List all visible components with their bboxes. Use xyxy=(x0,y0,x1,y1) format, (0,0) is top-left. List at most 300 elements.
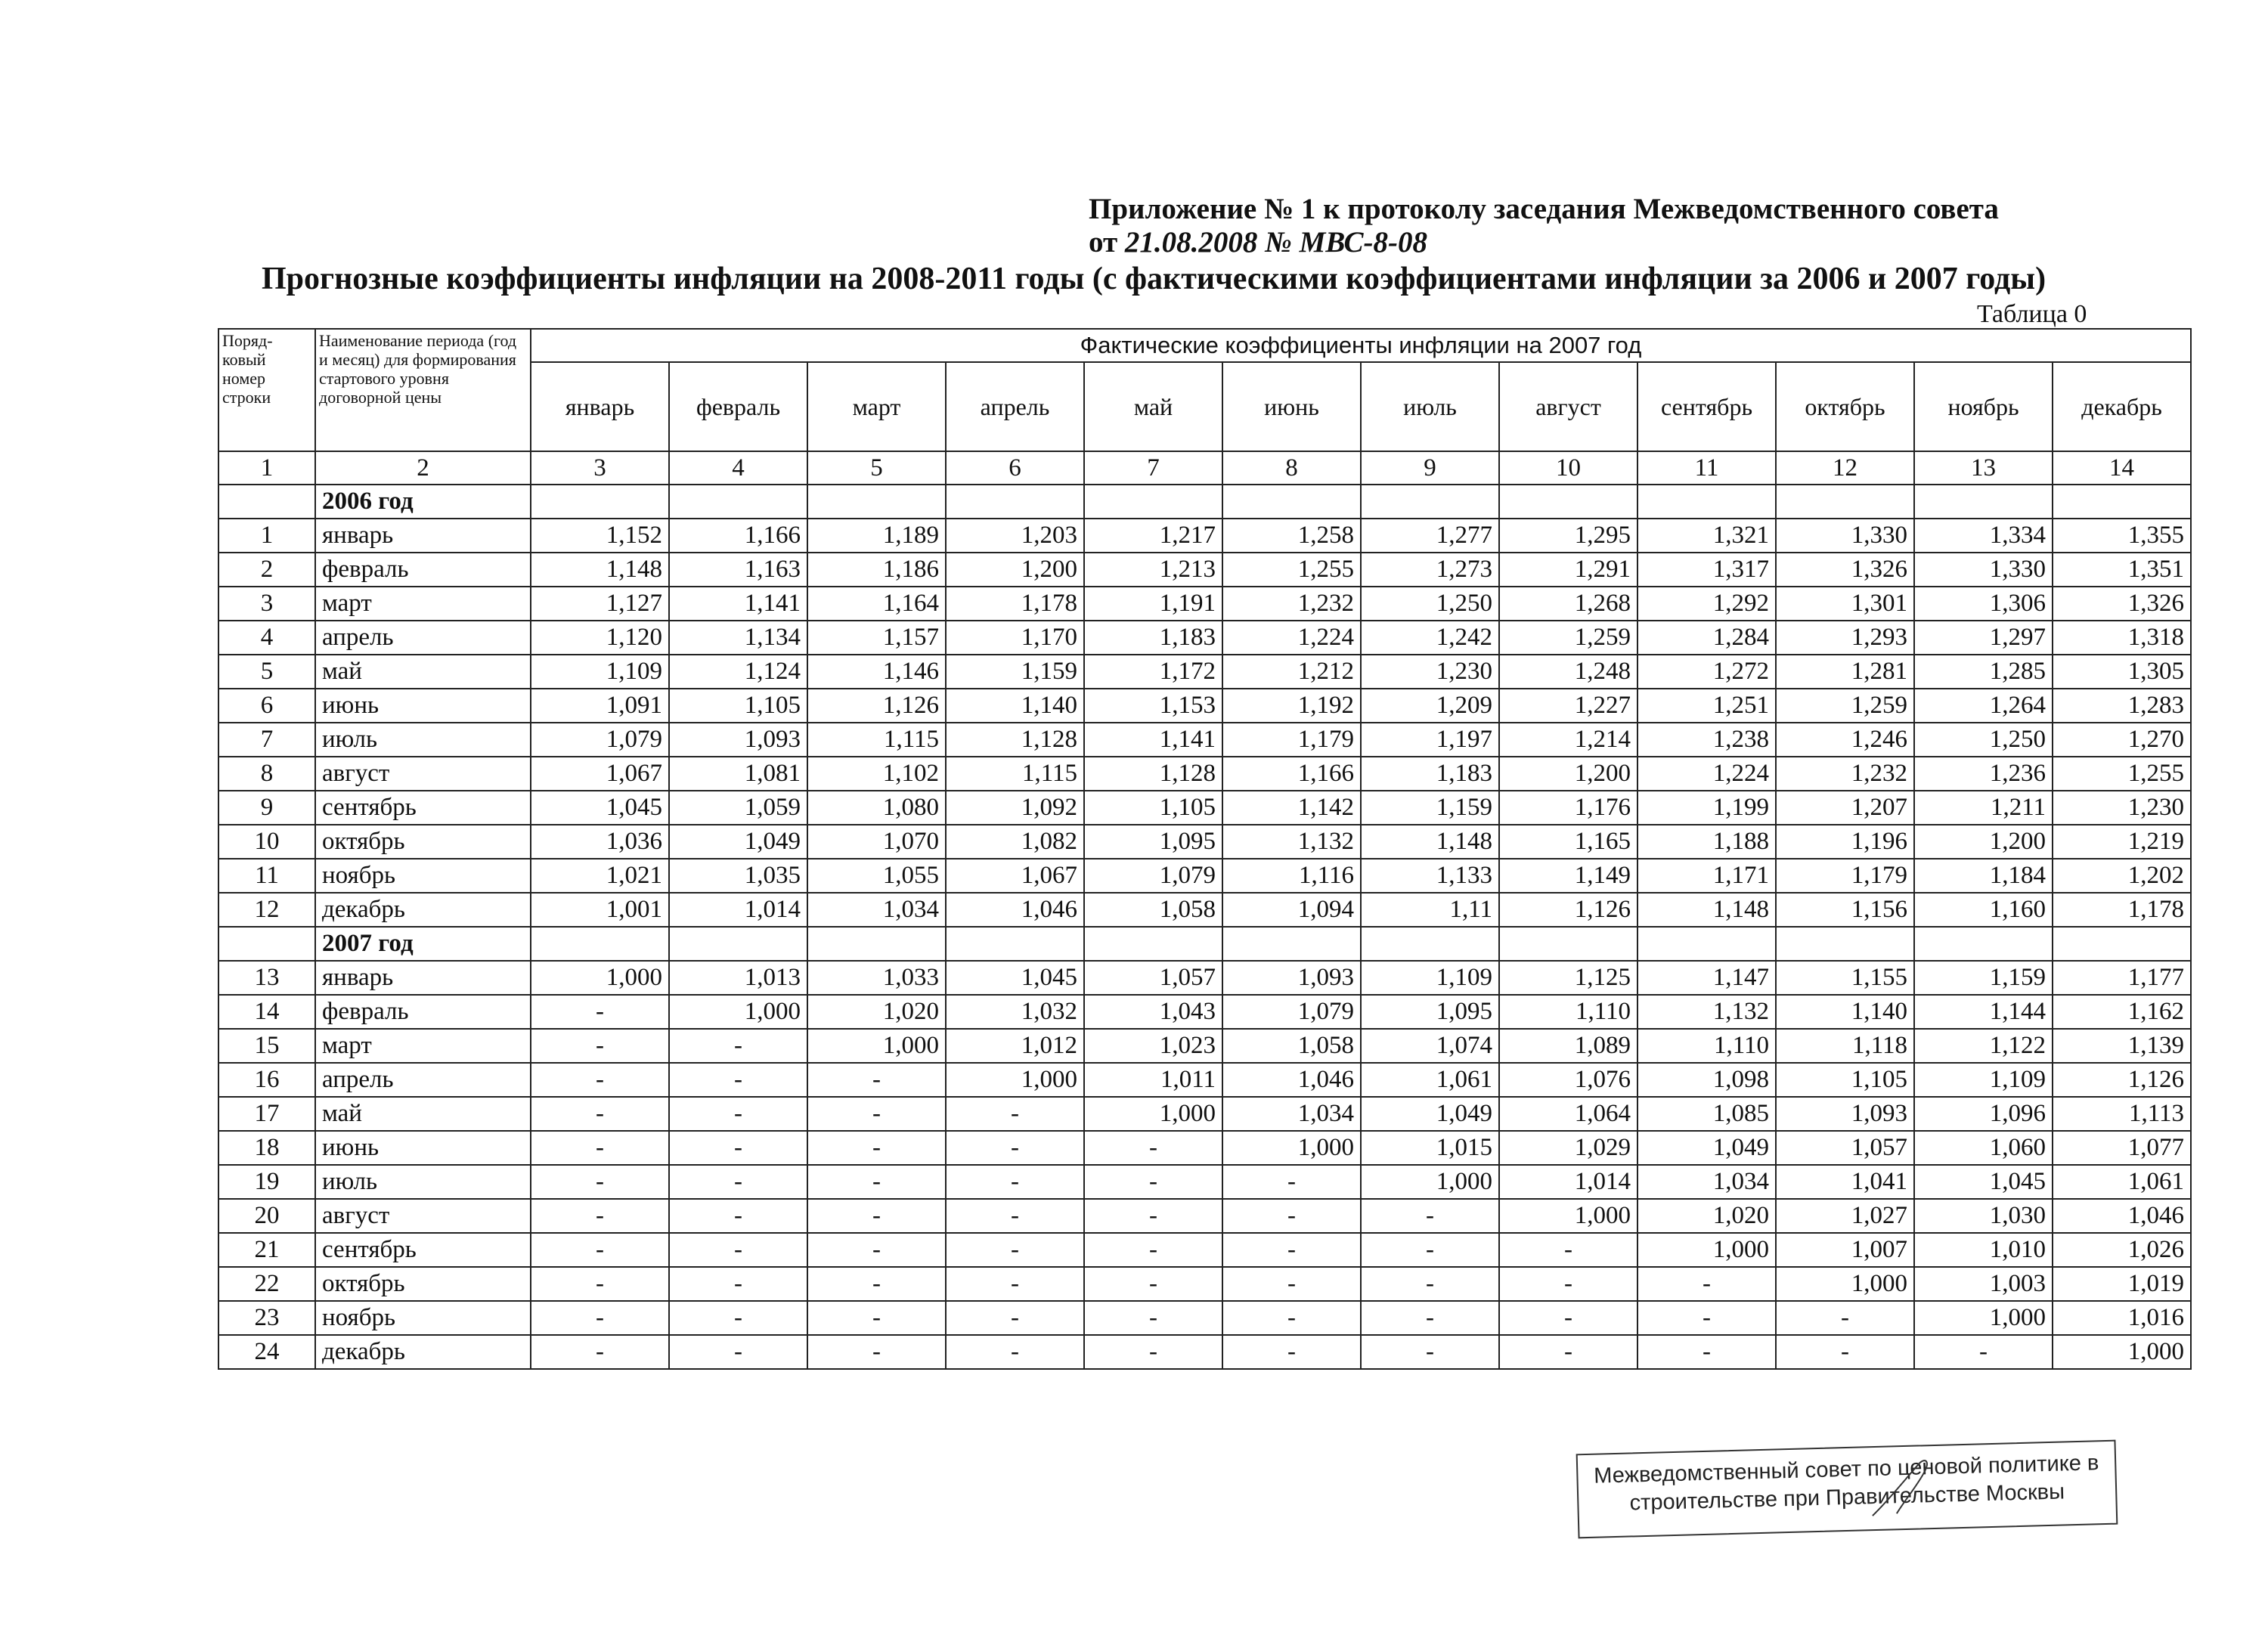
coefficient-cell: 1,033 xyxy=(807,961,946,995)
column-number: 13 xyxy=(1914,451,2053,485)
coefficient-cell: 1,036 xyxy=(531,825,669,859)
month-header: август xyxy=(1499,362,1637,451)
row-number: 5 xyxy=(218,655,315,689)
coefficient-cell: 1,079 xyxy=(531,723,669,757)
coefficient-cell: 1,186 xyxy=(807,553,946,587)
table-label: Таблица 0 xyxy=(1977,300,2087,328)
coefficient-cell: 1,016 xyxy=(2053,1301,2191,1335)
coefficient-cell: 1,227 xyxy=(1499,689,1637,723)
coefficient-cell: 1,064 xyxy=(1499,1097,1637,1131)
coefficient-cell: - xyxy=(1361,1233,1499,1267)
coefficient-cell: 1,120 xyxy=(531,621,669,655)
coefficient-cell: 1,166 xyxy=(669,519,807,553)
coefficient-cell: 1,178 xyxy=(946,587,1084,621)
coefficient-cell: - xyxy=(807,1233,946,1267)
column-number: 11 xyxy=(1637,451,1776,485)
coefficient-cell: 1,132 xyxy=(1222,825,1361,859)
coefficient-cell: 1,281 xyxy=(1776,655,1914,689)
coefficient-cell: 1,297 xyxy=(1914,621,2053,655)
row-number: 17 xyxy=(218,1097,315,1131)
row-period: июль xyxy=(315,1165,531,1199)
section-empty-cell xyxy=(1776,485,1914,519)
table-row xyxy=(218,519,2191,553)
coefficient-cell: 1,000 xyxy=(2053,1335,2191,1369)
coefficient-cell: - xyxy=(531,1097,669,1131)
coefficient-cell: 1,164 xyxy=(807,587,946,621)
coefficient-cell: 1,034 xyxy=(1637,1165,1776,1199)
row-number: 22 xyxy=(218,1267,315,1301)
coefficient-cell: - xyxy=(1084,1131,1222,1165)
coefficient-cell: 1,077 xyxy=(2053,1131,2191,1165)
coefficient-cell: 1,334 xyxy=(1914,519,2053,553)
coefficient-cell: 1,089 xyxy=(1499,1029,1637,1063)
coefficient-cell: 1,000 xyxy=(1776,1267,1914,1301)
coefficient-cell: 1,156 xyxy=(1776,893,1914,927)
coefficient-cell: 1,355 xyxy=(2053,519,2191,553)
coefficient-cell: 1,014 xyxy=(669,893,807,927)
coefficient-cell: 1,199 xyxy=(1637,791,1776,825)
coefficient-cell: 1,105 xyxy=(669,689,807,723)
coefficient-cell: 1,203 xyxy=(946,519,1084,553)
coefficient-cell: 1,211 xyxy=(1914,791,2053,825)
coefficient-cell: 1,000 xyxy=(1222,1131,1361,1165)
coefficient-cell: 1,093 xyxy=(669,723,807,757)
coefficient-cell: 1,148 xyxy=(531,553,669,587)
coefficient-cell: 1,149 xyxy=(1499,859,1637,893)
section-label: 2006 год xyxy=(315,485,531,519)
coefficient-cell: 1,200 xyxy=(1499,757,1637,791)
coefficient-cell: 1,200 xyxy=(946,553,1084,587)
coefficient-cell: 1,105 xyxy=(1084,791,1222,825)
coefficient-cell: 1,079 xyxy=(1222,995,1361,1029)
inflation-coefficients-table xyxy=(218,328,2192,1370)
coefficient-cell: 1,032 xyxy=(946,995,1084,1029)
coefficient-cell: - xyxy=(1084,1335,1222,1369)
coefficient-cell: 1,160 xyxy=(1914,893,2053,927)
coefficient-cell: 1,192 xyxy=(1222,689,1361,723)
coefficient-cell: - xyxy=(1914,1335,2053,1369)
column-number: 3 xyxy=(531,451,669,485)
coefficient-cell: 1,224 xyxy=(1637,757,1776,791)
coefficient-cell: 1,140 xyxy=(1776,995,1914,1029)
coefficient-cell: 1,219 xyxy=(2053,825,2191,859)
coefficient-cell: 1,126 xyxy=(807,689,946,723)
row-number: 6 xyxy=(218,689,315,723)
coefficient-cell: 1,011 xyxy=(1084,1063,1222,1097)
coefficient-cell: 1,248 xyxy=(1499,655,1637,689)
coefficient-cell: 1,076 xyxy=(1499,1063,1637,1097)
coefficient-cell: 1,224 xyxy=(1222,621,1361,655)
row-number: 19 xyxy=(218,1165,315,1199)
column-number: 2 xyxy=(315,451,531,485)
coefficient-cell: - xyxy=(1222,1301,1361,1335)
column-number: 7 xyxy=(1084,451,1222,485)
table-row xyxy=(218,689,2191,723)
row-period: ноябрь xyxy=(315,859,531,893)
row-number: 11 xyxy=(218,859,315,893)
section-empty-cell xyxy=(1914,927,2053,961)
coefficient-cell: 1,020 xyxy=(807,995,946,1029)
coefficient-cell: 1,272 xyxy=(1637,655,1776,689)
section-empty-cell xyxy=(807,927,946,961)
month-header: октябрь xyxy=(1776,362,1914,451)
coefficient-cell: - xyxy=(946,1131,1084,1165)
coefficient-cell: 1,122 xyxy=(1914,1029,2053,1063)
coefficient-cell: - xyxy=(531,1029,669,1063)
coefficient-cell: 1,159 xyxy=(1361,791,1499,825)
coefficient-cell: 1,085 xyxy=(1637,1097,1776,1131)
coefficient-cell: 1,330 xyxy=(1776,519,1914,553)
coefficient-cell: 1,321 xyxy=(1637,519,1776,553)
coefficient-cell: 1,000 xyxy=(1084,1097,1222,1131)
coefficient-cell: 1,197 xyxy=(1361,723,1499,757)
coefficient-cell: 1,171 xyxy=(1637,859,1776,893)
coefficient-cell: 1,105 xyxy=(1776,1063,1914,1097)
table-row xyxy=(218,1097,2191,1131)
coefficient-cell: - xyxy=(807,1199,946,1233)
coefficient-cell: 1,200 xyxy=(1914,825,2053,859)
coefficient-cell: 1,214 xyxy=(1499,723,1637,757)
table-row xyxy=(218,655,2191,689)
coefficient-cell: 1,238 xyxy=(1637,723,1776,757)
coefficient-cell: 1,126 xyxy=(1499,893,1637,927)
coefficient-cell: - xyxy=(946,1199,1084,1233)
section-empty-cell xyxy=(531,485,669,519)
coefficient-cell: - xyxy=(946,1267,1084,1301)
coefficient-cell: 1,061 xyxy=(1361,1063,1499,1097)
coefficient-cell: 1,096 xyxy=(1914,1097,2053,1131)
coefficient-cell: 1,000 xyxy=(531,961,669,995)
coefficient-cell: 1,179 xyxy=(1776,859,1914,893)
row-period: март xyxy=(315,587,531,621)
coefficient-cell: 1,189 xyxy=(807,519,946,553)
coefficient-cell: - xyxy=(1499,1267,1637,1301)
row-period: июнь xyxy=(315,1131,531,1165)
table-row xyxy=(218,1029,2191,1063)
column-number: 1 xyxy=(218,451,315,485)
table-row xyxy=(218,791,2191,825)
coefficient-cell: - xyxy=(1637,1301,1776,1335)
table-row xyxy=(218,621,2191,655)
coefficient-cell: 1,061 xyxy=(2053,1165,2191,1199)
coefficient-cell: 1,330 xyxy=(1914,553,2053,587)
row-period: декабрь xyxy=(315,893,531,927)
coefficient-cell: 1,128 xyxy=(1084,757,1222,791)
coefficient-cell: 1,109 xyxy=(1361,961,1499,995)
coefficient-cell: 1,196 xyxy=(1776,825,1914,859)
row-period: август xyxy=(315,1199,531,1233)
coefficient-cell: 1,000 xyxy=(1637,1233,1776,1267)
coefficient-cell: 1,255 xyxy=(2053,757,2191,791)
coefficient-cell: 1,264 xyxy=(1914,689,2053,723)
section-empty-cell xyxy=(807,485,946,519)
coefficient-cell: 1,147 xyxy=(1637,961,1776,995)
coefficient-cell: - xyxy=(531,1199,669,1233)
coefficient-cell: 1,094 xyxy=(1222,893,1361,927)
row-number: 13 xyxy=(218,961,315,995)
table-row xyxy=(218,1233,2191,1267)
section-row-number-cell xyxy=(218,485,315,519)
table-row xyxy=(218,757,2191,791)
table-row xyxy=(218,1063,2191,1097)
coefficient-cell: 1,326 xyxy=(2053,587,2191,621)
section-empty-cell xyxy=(1637,927,1776,961)
row-period: апрель xyxy=(315,1063,531,1097)
coefficient-cell: 1,109 xyxy=(531,655,669,689)
coefficient-cell: - xyxy=(946,1335,1084,1369)
section-empty-cell xyxy=(669,485,807,519)
coefficient-cell: 1,093 xyxy=(1222,961,1361,995)
coefficient-cell: 1,351 xyxy=(2053,553,2191,587)
coefficient-cell: 1,082 xyxy=(946,825,1084,859)
coefficient-cell: 1,023 xyxy=(1084,1029,1222,1063)
coefficient-cell: 1,217 xyxy=(1084,519,1222,553)
month-header: май xyxy=(1084,362,1222,451)
coefficient-cell: - xyxy=(807,1097,946,1131)
coefficient-cell: 1,000 xyxy=(946,1063,1084,1097)
row-period: апрель xyxy=(315,621,531,655)
row-period: май xyxy=(315,1097,531,1131)
coefficient-cell: - xyxy=(531,1063,669,1097)
coefficient-cell: 1,098 xyxy=(1637,1063,1776,1097)
column-number: 4 xyxy=(669,451,807,485)
row-number: 9 xyxy=(218,791,315,825)
section-empty-cell xyxy=(1222,485,1361,519)
table-row xyxy=(218,1267,2191,1301)
coefficient-cell: 1,146 xyxy=(807,655,946,689)
coefficient-cell: 1,128 xyxy=(946,723,1084,757)
coefficient-cell: - xyxy=(531,1335,669,1369)
coefficient-cell: 1,034 xyxy=(1222,1097,1361,1131)
coefficient-cell: - xyxy=(1084,1267,1222,1301)
coefficient-cell: - xyxy=(1776,1335,1914,1369)
table-row xyxy=(218,893,2191,927)
coefficient-cell: 1,000 xyxy=(669,995,807,1029)
coefficient-cell: 1,242 xyxy=(1361,621,1499,655)
month-header: ноябрь xyxy=(1914,362,2053,451)
coefficient-cell: - xyxy=(531,1131,669,1165)
coefficient-cell: 1,045 xyxy=(946,961,1084,995)
coefficient-cell: - xyxy=(946,1233,1084,1267)
coefficient-cell: 1,029 xyxy=(1499,1131,1637,1165)
coefficient-cell: 1,049 xyxy=(1637,1131,1776,1165)
coefficient-cell: 1,291 xyxy=(1499,553,1637,587)
coefficient-cell: - xyxy=(1222,1335,1361,1369)
coefficient-cell: 1,003 xyxy=(1914,1267,2053,1301)
coefficient-cell: 1,109 xyxy=(1914,1063,2053,1097)
row-number-header: Поряд-ковый номер строки xyxy=(218,329,315,451)
coefficient-cell: 1,212 xyxy=(1222,655,1361,689)
coefficient-cell: 1,176 xyxy=(1499,791,1637,825)
row-number: 12 xyxy=(218,893,315,927)
month-header: июль xyxy=(1361,362,1499,451)
coefficient-cell: 1,183 xyxy=(1084,621,1222,655)
coefficient-cell: - xyxy=(1084,1233,1222,1267)
table-row xyxy=(218,1335,2191,1369)
row-number: 1 xyxy=(218,519,315,553)
coefficient-cell: - xyxy=(1222,1267,1361,1301)
section-empty-cell xyxy=(946,485,1084,519)
coefficient-cell: - xyxy=(669,1165,807,1199)
coefficient-cell: 1,012 xyxy=(946,1029,1084,1063)
coefficient-cell: 1,251 xyxy=(1637,689,1776,723)
coefficient-cell: 1,230 xyxy=(1361,655,1499,689)
section-empty-cell xyxy=(1222,927,1361,961)
coefficient-cell: 1,301 xyxy=(1776,587,1914,621)
coefficient-cell: 1,020 xyxy=(1637,1199,1776,1233)
column-numbers-row xyxy=(218,451,2191,485)
row-number: 18 xyxy=(218,1131,315,1165)
protocol-reference xyxy=(1089,225,1427,259)
coefficient-cell: 1,179 xyxy=(1222,723,1361,757)
coefficient-cell: 1,027 xyxy=(1776,1199,1914,1233)
coefficient-cell: 1,148 xyxy=(1637,893,1776,927)
coefficient-cell: 1,177 xyxy=(2053,961,2191,995)
row-number: 2 xyxy=(218,553,315,587)
column-number: 12 xyxy=(1776,451,1914,485)
coefficient-cell: - xyxy=(531,995,669,1029)
coefficient-cell: 1,014 xyxy=(1499,1165,1637,1199)
coefficient-cell: 1,11 xyxy=(1361,893,1499,927)
coefficient-cell: - xyxy=(1222,1199,1361,1233)
coefficient-cell: 1,133 xyxy=(1361,859,1499,893)
coefficient-cell: 1,170 xyxy=(946,621,1084,655)
row-number: 10 xyxy=(218,825,315,859)
coefficient-cell: 1,166 xyxy=(1222,757,1361,791)
coefficient-cell: - xyxy=(946,1165,1084,1199)
coefficient-cell: 1,125 xyxy=(1499,961,1637,995)
coefficient-cell: - xyxy=(1499,1335,1637,1369)
coefficient-cell: - xyxy=(531,1301,669,1335)
table-row xyxy=(218,723,2191,757)
section-empty-cell xyxy=(1084,485,1222,519)
coefficient-cell: 1,285 xyxy=(1914,655,2053,689)
row-number: 3 xyxy=(218,587,315,621)
coefficient-cell: - xyxy=(669,1335,807,1369)
coefficient-cell: 1,232 xyxy=(1222,587,1361,621)
table-row xyxy=(218,587,2191,621)
coefficient-cell: 1,159 xyxy=(946,655,1084,689)
coefficient-cell: 1,046 xyxy=(1222,1063,1361,1097)
section-row xyxy=(218,485,2191,519)
row-number: 14 xyxy=(218,995,315,1029)
coefficient-cell: 1,139 xyxy=(2053,1029,2191,1063)
coefficient-cell: 1,067 xyxy=(946,859,1084,893)
table-row xyxy=(218,859,2191,893)
column-number: 9 xyxy=(1361,451,1499,485)
coefficient-cell: 1,010 xyxy=(1914,1233,2053,1267)
protocol-reference-prefix: от xyxy=(1089,226,1125,259)
row-number: 24 xyxy=(218,1335,315,1369)
coefficient-cell: 1,188 xyxy=(1637,825,1776,859)
coefficient-cell: 1,045 xyxy=(1914,1165,2053,1199)
coefficient-cell: 1,116 xyxy=(1222,859,1361,893)
coefficient-cell: 1,318 xyxy=(2053,621,2191,655)
row-number: 8 xyxy=(218,757,315,791)
coefficient-cell: 1,030 xyxy=(1914,1199,2053,1233)
coefficient-cell: 1,013 xyxy=(669,961,807,995)
stamp-line-1: Межведомственный совет по ценовой политике в xyxy=(1593,1451,2099,1488)
month-header: июнь xyxy=(1222,362,1361,451)
coefficient-cell: 1,153 xyxy=(1084,689,1222,723)
section-label: 2007 год xyxy=(315,927,531,961)
stamp-line-2: строительстве при Правительстве Москвы xyxy=(1629,1479,2065,1516)
coefficient-cell: 1,326 xyxy=(1776,553,1914,587)
coefficient-cell: - xyxy=(1084,1165,1222,1199)
row-period: август xyxy=(315,757,531,791)
row-period: декабрь xyxy=(315,1335,531,1369)
row-period: январь xyxy=(315,961,531,995)
coefficient-cell: 1,046 xyxy=(946,893,1084,927)
coefficient-cell: - xyxy=(1084,1301,1222,1335)
coefficient-cell: - xyxy=(1361,1199,1499,1233)
column-number: 14 xyxy=(2053,451,2191,485)
coefficient-cell: 1,273 xyxy=(1361,553,1499,587)
coefficient-cell: 1,148 xyxy=(1361,825,1499,859)
row-period: июнь xyxy=(315,689,531,723)
section-empty-cell xyxy=(1499,927,1637,961)
coefficient-cell: 1,162 xyxy=(2053,995,2191,1029)
coefficient-cell: - xyxy=(807,1131,946,1165)
coefficient-cell: 1,059 xyxy=(669,791,807,825)
header-row-group xyxy=(218,329,2191,362)
table-row xyxy=(218,1165,2191,1199)
coefficient-cell: 1,026 xyxy=(2053,1233,2191,1267)
month-header: март xyxy=(807,362,946,451)
coefficient-cell: - xyxy=(1222,1165,1361,1199)
coefficient-cell: - xyxy=(531,1165,669,1199)
coefficient-cell: 1,095 xyxy=(1084,825,1222,859)
council-stamp xyxy=(1576,1440,2118,1539)
coefficient-cell: 1,184 xyxy=(1914,859,2053,893)
month-header: декабрь xyxy=(2053,362,2191,451)
coefficient-cell: - xyxy=(807,1165,946,1199)
coefficient-cell: 1,293 xyxy=(1776,621,1914,655)
coefficient-cell: - xyxy=(669,1199,807,1233)
coefficient-cell: 1,007 xyxy=(1776,1233,1914,1267)
coefficient-cell: - xyxy=(1361,1335,1499,1369)
coefficient-cell: 1,126 xyxy=(2053,1063,2191,1097)
section-empty-cell xyxy=(1084,927,1222,961)
section-empty-cell xyxy=(1361,485,1499,519)
coefficient-cell: 1,113 xyxy=(2053,1097,2191,1131)
coefficient-cell: - xyxy=(531,1267,669,1301)
coefficient-cell: 1,000 xyxy=(1361,1165,1499,1199)
coefficient-cell: - xyxy=(1222,1233,1361,1267)
row-number: 20 xyxy=(218,1199,315,1233)
coefficient-cell: 1,140 xyxy=(946,689,1084,723)
coefficient-cell: - xyxy=(1499,1233,1637,1267)
month-header: январь xyxy=(531,362,669,451)
coefficient-cell: 1,141 xyxy=(669,587,807,621)
section-row xyxy=(218,927,2191,961)
row-number: 15 xyxy=(218,1029,315,1063)
coefficient-cell: 1,058 xyxy=(1222,1029,1361,1063)
appendix-heading: Приложение № 1 к протоколу заседания Межведомственного совета xyxy=(1089,193,1999,225)
coefficient-cell: 1,074 xyxy=(1361,1029,1499,1063)
column-number: 10 xyxy=(1499,451,1637,485)
section-empty-cell xyxy=(946,927,1084,961)
coefficient-cell: 1,055 xyxy=(807,859,946,893)
coefficient-cell: - xyxy=(807,1267,946,1301)
coefficient-cell: - xyxy=(1776,1301,1914,1335)
coefficient-cell: - xyxy=(1499,1301,1637,1335)
coefficient-cell: 1,134 xyxy=(669,621,807,655)
row-number: 21 xyxy=(218,1233,315,1267)
coefficient-cell: - xyxy=(669,1029,807,1063)
coefficient-cell: 1,057 xyxy=(1084,961,1222,995)
coefficient-cell: 1,144 xyxy=(1914,995,2053,1029)
